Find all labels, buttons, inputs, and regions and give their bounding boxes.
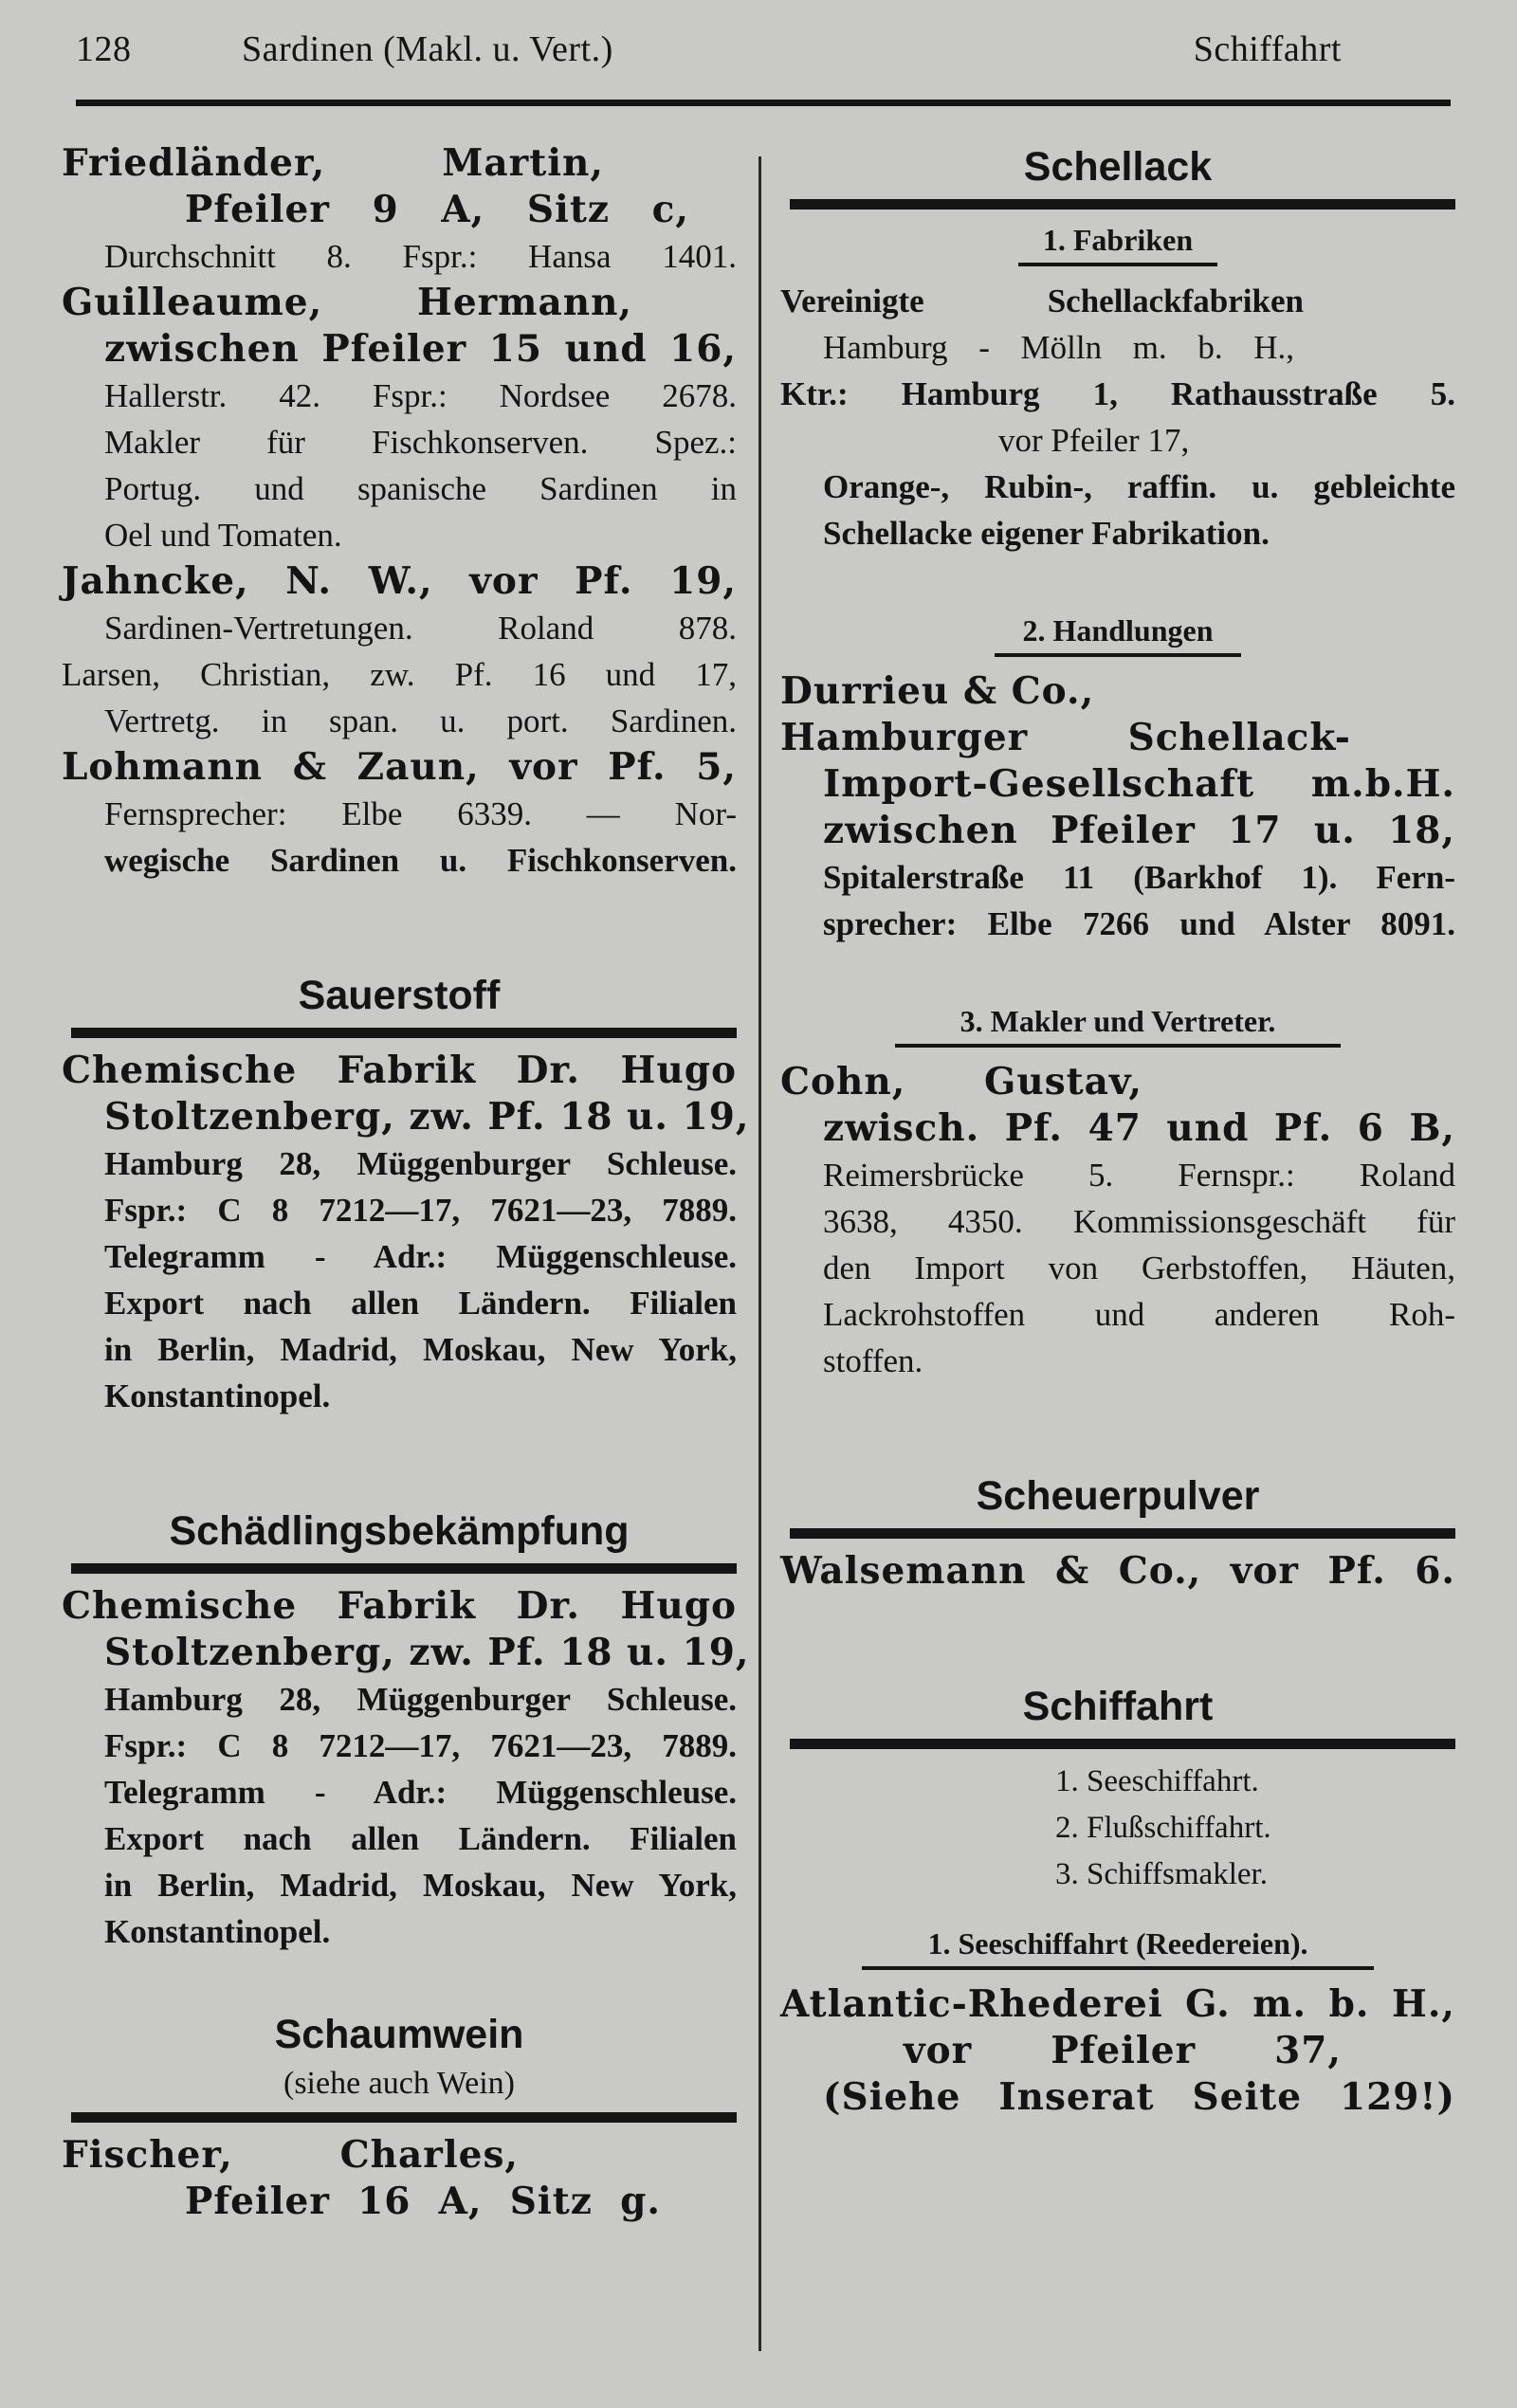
left-column: [62, 140, 750, 2225]
section-heading: Sauerstoff: [298, 973, 501, 1018]
entry-detail: Orange-, Rubin-, raffin. u. gebleichte: [823, 468, 1455, 505]
subsection-heading: 2. Handlungen: [1022, 613, 1214, 648]
section-schaedlingsbekaempfung: [62, 1505, 750, 1955]
subsection-rule: [995, 653, 1241, 657]
entry-name: Lohmann & Zaun, vor Pf. 5,: [62, 745, 737, 789]
entry-detail: Hamburg 28, Müggenburger Schleuse.: [104, 1145, 737, 1182]
entry-atlantic-rhederei: [780, 1981, 1455, 2121]
list-item: 1. Seeschiffahrt.: [1055, 1764, 1259, 1798]
entry-jahncke: [62, 558, 737, 651]
entry-name: Stoltzenberg, zw. Pf. 18 u. 19,: [104, 1631, 750, 1674]
entry-name: Walsemann & Co., vor Pf. 6.: [780, 1549, 1455, 1593]
entry-detail: Fspr.: C 8 7212—17, 7621—23, 7889.: [104, 1727, 737, 1764]
entry-detail: Spitalerstraße 11 (Barkhof 1). Fern-: [823, 859, 1455, 896]
entry-name: Vereinigte Schellackfabriken: [780, 283, 1304, 319]
section-heading: Schaumwein: [274, 2012, 524, 2057]
entry-name: Chemische Fabrik Dr. Hugo: [62, 1049, 737, 1092]
entry-name: Stoltzenberg, zw. Pf. 18 u. 19,: [104, 1095, 750, 1139]
entry-detail: 3638, 4350. Kommissionsgeschäft für: [823, 1203, 1455, 1240]
entry-name: Durrieu & Co.,: [780, 669, 1095, 713]
entry-name: Jahncke, N. W., vor Pf. 19,: [62, 559, 737, 603]
entry-name: Guilleaume, Hermann,: [62, 281, 632, 324]
section-heading: Scheuerpulver: [976, 1473, 1260, 1519]
section-scheuerpulver: [780, 1469, 1455, 1595]
entry-detail: Sardinen-Vertretungen. Roland 878.: [104, 610, 737, 647]
subsection-rule: [1018, 263, 1217, 266]
entry-name: Chemische Fabrik Dr. Hugo: [62, 1584, 737, 1628]
entry-name: Hamburger Schellack-: [780, 716, 1351, 759]
entry-friedlaender: [62, 140, 737, 280]
entry-guilleaume: [62, 280, 737, 558]
entry-detail: Telegramm - Adr.: Müggenschleuse.: [104, 1774, 737, 1811]
entry-detail: Lackrohstoffen und anderen Roh-: [823, 1296, 1455, 1333]
section-schaumwein: [62, 2008, 737, 2225]
entry-detail: Oel und Tomaten.: [104, 517, 342, 554]
entry-detail: Hallerstr. 42. Fspr.: Nordsee 2678.: [104, 377, 737, 414]
entry-name: Friedländer, Martin,: [62, 141, 604, 185]
entry-detail: Hamburg 28, Müggenburger Schleuse.: [104, 1681, 737, 1718]
subsection-rule: [862, 1966, 1374, 1970]
entry-detail: Hamburg - Mölln m. b. H.,: [823, 329, 1294, 366]
entry-cohn: [780, 1059, 1455, 1384]
entry-detail: Reimersbrücke 5. Fernspr.: Roland: [823, 1157, 1455, 1194]
entry-name: Larsen, Christian, zw. Pf. 16 und 17,: [62, 656, 737, 693]
entry-detail: in Berlin, Madrid, Moskau, New York,: [104, 1331, 737, 1368]
section-heading: Schellack: [1023, 144, 1213, 190]
subsection-heading: 3. Makler und Vertreter.: [960, 1004, 1276, 1038]
entry-location: vor Pfeiler 17,: [998, 422, 1190, 459]
subsection-rule: [895, 1044, 1341, 1048]
entry-detail: (Siehe Inserat Seite 129!): [823, 2075, 1455, 2119]
list-item: 3. Schiffsmakler.: [1055, 1857, 1268, 1891]
entry-detail: stoffen.: [823, 1342, 923, 1379]
entry-location: Pfeiler 16 A, Sitz g.: [185, 2180, 661, 2223]
entry-detail: sprecher: Elbe 7266 und Alster 8091.: [823, 905, 1455, 942]
entry-location: zwischen Pfeiler 17 u. 18,: [823, 809, 1455, 852]
entry-larsen: [62, 651, 737, 744]
section-note: (siehe auch Wein): [283, 2066, 515, 2101]
entry-detail: Fernsprecher: Elbe 6339. — Nor-: [104, 795, 737, 832]
header-rule: [76, 100, 1451, 106]
entry-detail: Fspr.: C 8 7212—17, 7621—23, 7889.: [104, 1192, 737, 1229]
section-rule: [790, 199, 1455, 210]
entry-durrieu: [780, 668, 1455, 715]
entry-name: Cohn, Gustav,: [780, 1060, 1142, 1104]
subsection-heading: 1. Seeschiffahrt (Reedereien).: [927, 1926, 1308, 1961]
section-title: Schiffahrt: [1193, 29, 1342, 69]
section-schellack: [780, 140, 1455, 1384]
section-heading: Schiffahrt: [1022, 1684, 1214, 1729]
entry-detail: Vertretg. in span. u. port. Sardinen.: [104, 702, 737, 739]
entry-detail: Konstantinopel.: [104, 1913, 331, 1950]
entry-location: vor Pfeiler 37,: [904, 2029, 1342, 2072]
entry-detail: Export nach allen Ländern. Filialen: [104, 1285, 737, 1322]
entry-detail: Ktr.: Hamburg 1, Rathausstraße 5.: [780, 375, 1455, 412]
entry-lohmann: [62, 744, 737, 884]
entry-name: Import-Gesellschaft m.b.H.: [823, 762, 1455, 806]
entry-detail: Makler für Fischkonserven. Spez.:: [104, 424, 737, 461]
entry-detail: Schellacke eigener Fabrikation.: [823, 515, 1270, 552]
section-sauerstoff: [62, 969, 750, 1419]
entry-name: Atlantic-Rhederei G. m. b. H.,: [780, 1982, 1455, 2026]
subsection-heading: 1. Fabriken: [1042, 223, 1194, 257]
entry-detail: Export nach allen Ländern. Filialen: [104, 1820, 737, 1857]
entry-hamburger-schellack: [780, 715, 1455, 947]
section-rule: [71, 1563, 737, 1574]
entry-name: Fischer, Charles,: [62, 2133, 519, 2177]
column-divider: [758, 156, 761, 2351]
section-rule: [790, 1528, 1455, 1539]
section-schiffahrt: [780, 1680, 1455, 2121]
entry-detail: den Import von Gerbstoffen, Häuten,: [823, 1250, 1455, 1286]
entry-location: zwischen Pfeiler 15 und 16,: [104, 327, 737, 371]
right-column: [780, 140, 1455, 2121]
section-rule: [790, 1739, 1455, 1749]
section-heading: Schädlingsbekämpfung: [169, 1508, 630, 1554]
section-rule: [71, 1028, 737, 1038]
entry-location: Pfeiler 9 A, Sitz c,: [185, 188, 689, 231]
entry-vereinigte-schellackfabriken: [780, 278, 1455, 556]
entry-detail: Telegramm - Adr.: Müggenschleuse.: [104, 1238, 737, 1275]
page-number: 128: [76, 29, 132, 69]
section-rule: [71, 2112, 737, 2123]
entry-detail: Portug. und spanische Sardinen in: [104, 470, 737, 507]
entry-detail: Konstantinopel.: [104, 1377, 331, 1414]
running-title: Sardinen (Makl. u. Vert.): [242, 29, 613, 69]
entry-location: zwisch. Pf. 47 und Pf. 6 B,: [823, 1106, 1455, 1150]
list-item: 2. Flußschiffahrt.: [1055, 1811, 1271, 1845]
entry-detail: in Berlin, Madrid, Moskau, New York,: [104, 1867, 737, 1904]
entry-detail: Durchschnitt 8. Fspr.: Hansa 1401.: [104, 238, 737, 275]
entry-detail: wegische Sardinen u. Fischkonserven.: [104, 842, 737, 879]
